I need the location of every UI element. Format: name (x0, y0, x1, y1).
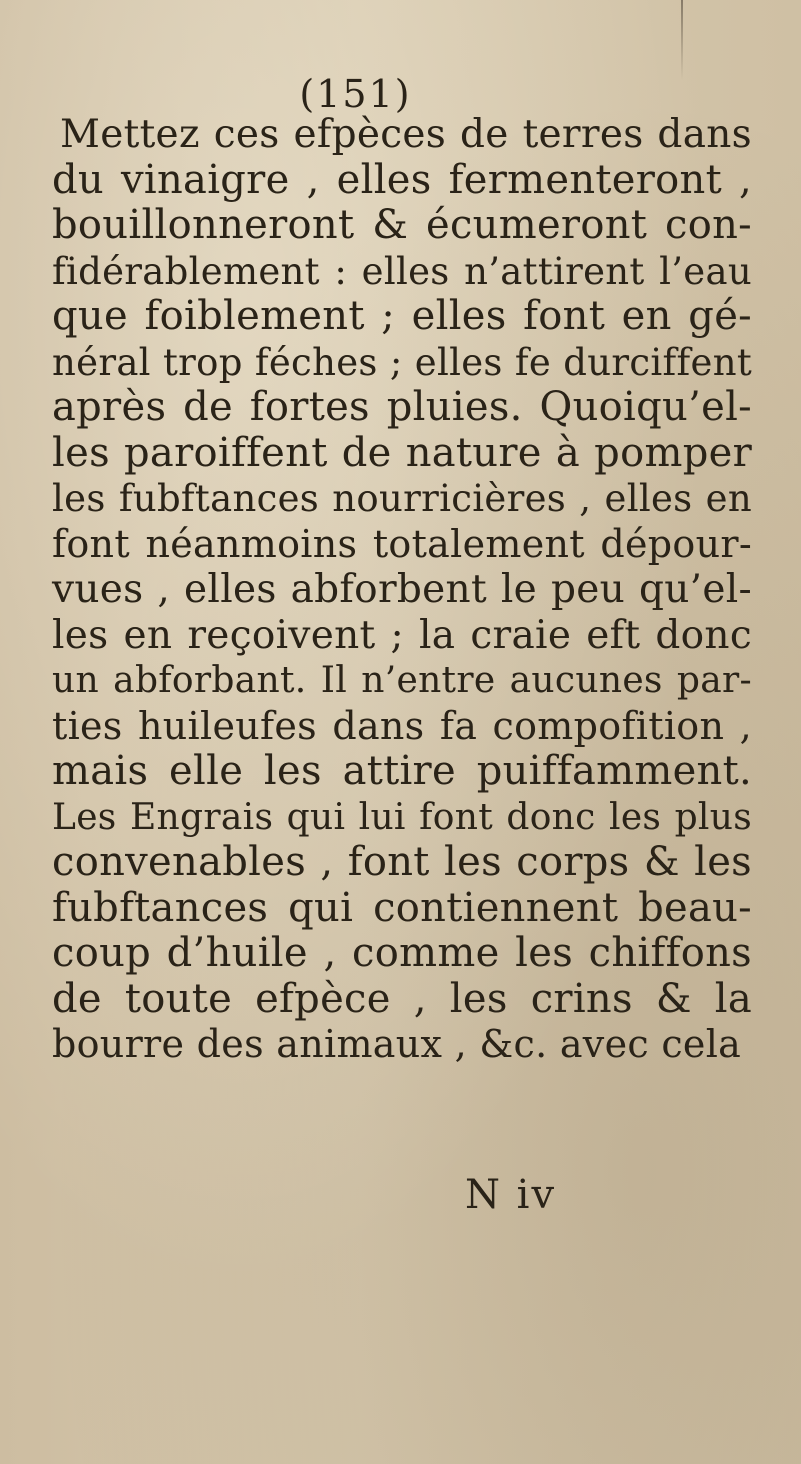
text-line: les fubftances nourricières , elles en (52, 477, 752, 520)
page-number: (151) (299, 72, 412, 116)
text-line: après de fortes pluies. Quoiqu’el- (52, 384, 752, 430)
text-line: Les Engrais qui lui font donc les plus (52, 796, 752, 838)
text-line: font néanmoins totalement dépour- (52, 521, 752, 566)
text-line: ties huileufes dans fa compofition , (52, 703, 752, 748)
text-line: de toute efpèce , les crins & la (52, 975, 752, 1022)
signature-mark: N iv (464, 1172, 557, 1218)
text-line: bouillonneront & écumeront con- (52, 202, 752, 248)
text-line: néral trop féches ; elles fe durciffent (52, 340, 752, 384)
text-line: fubftances qui contiennent beau- (52, 884, 752, 931)
text-line: vues , elles abforbent le peu qu’el- (52, 567, 752, 612)
text-line: fidérablement : elles n’attirent l’eau (52, 249, 752, 293)
text-line: mais elle les attire puiffamment. (52, 748, 752, 794)
text-line: convenables , font les corps & les (52, 839, 752, 885)
text-line: un abforbant. Il n’entre aucunes par- (52, 660, 752, 701)
text-line: les en reçoivent ; la craie eft donc (52, 612, 752, 658)
text-line: Mettez ces efpèces de terres dans (60, 112, 752, 157)
text-line: du vinaigre , elles fermenteront , (52, 156, 752, 203)
text-line: coup d’huile , comme les chiffons (52, 930, 752, 976)
body-text (52, 112, 752, 1068)
text-line: bourre des animaux , &c. avec cela (52, 1022, 742, 1066)
text-line: les paroiffent de nature à pomper (52, 429, 752, 476)
text-line: que foiblement ; elles font en gé- (52, 293, 752, 339)
page-edge-shadow (681, 0, 683, 80)
